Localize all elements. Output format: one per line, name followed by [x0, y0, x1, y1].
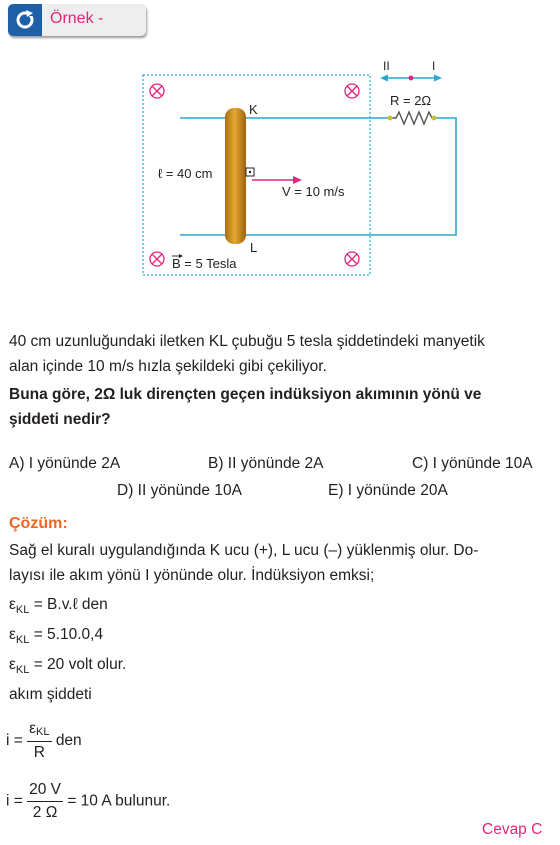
- answer-label: Cevap C: [482, 821, 543, 838]
- resistor-icon: [388, 112, 434, 124]
- option-e[interactable]: E) I yönünde 20A: [328, 482, 448, 499]
- solution-line-1: Sağ el kuralı uygulandığında K ucu (+), L ucu (–) yüklenmiş olur. Do-: [9, 542, 479, 559]
- arrow-right-icon: [434, 75, 442, 82]
- emf-equation-2: $\varepsilon_{KL} = 5.10.0,4$: [9, 626, 104, 646]
- question-line-1: 40 cm uzunluğundaki iletken KL çubuğu 5 tesla şiddetindeki manyetik: [9, 333, 485, 350]
- option-a[interactable]: A) I yönünde 2A: [9, 455, 121, 472]
- option-b[interactable]: B) II yönünde 2A: [208, 455, 324, 472]
- current-text: akım şiddeti: [9, 686, 92, 703]
- voltage-over-resistance-fraction: $\frac{20 V}{2 \Omega}$: [29, 781, 61, 821]
- length-label: ℓ = 40 cm: [158, 166, 213, 181]
- velocity-label: V = 10 m/s: [282, 184, 345, 199]
- field-label: B = 5 Tesla: [172, 256, 237, 271]
- physics-figure: [0, 0, 560, 290]
- emf-equation-3: $\varepsilon_{KL} = 20$ volt olur.: [9, 656, 127, 676]
- emf-over-r-fraction: $\frac{\text{εKL}}{R}$: [29, 720, 50, 761]
- option-c[interactable]: C) I yönünde 10A: [412, 455, 533, 472]
- arrow-left-icon: [380, 75, 388, 82]
- label-k: K: [249, 102, 258, 117]
- solution-line-2: layısı ile akım yönü I yönünde olur. İndüksiyon emksi;: [9, 567, 375, 584]
- question-line-2: alan içinde 10 m/s hızla şekildeki gibi çekiliyor.: [9, 358, 327, 375]
- question-bold-2: şiddeti nedir?: [9, 411, 111, 428]
- option-d[interactable]: D) II yönünde 10A: [117, 482, 242, 499]
- resistance-label: R = 2Ω: [390, 93, 432, 108]
- question-bold-1: Buna göre, 2Ω luk dirençten geçen indüksiyon akımının yönü ve: [9, 386, 482, 403]
- velocity-arrow-icon: [293, 176, 302, 184]
- current-formula: i = $\frac{\text{εKL}}{R}$ den: [6, 718, 82, 764]
- label-l: L: [250, 240, 258, 255]
- emf-equation-1: $\varepsilon_{KL}$ = B.v.ℓ den: [9, 596, 108, 616]
- example-title: Örnek -: [50, 10, 104, 27]
- circuit-wire: [180, 118, 456, 235]
- current-result: i = $\frac{20 V}{2 \Omega}$ = 10 A bulunur.: [6, 779, 170, 824]
- direction-i-label: I: [432, 59, 436, 73]
- conducting-rod: [225, 108, 246, 244]
- direction-ii-label: II: [383, 59, 390, 73]
- solution-heading: Çözüm:: [9, 515, 68, 532]
